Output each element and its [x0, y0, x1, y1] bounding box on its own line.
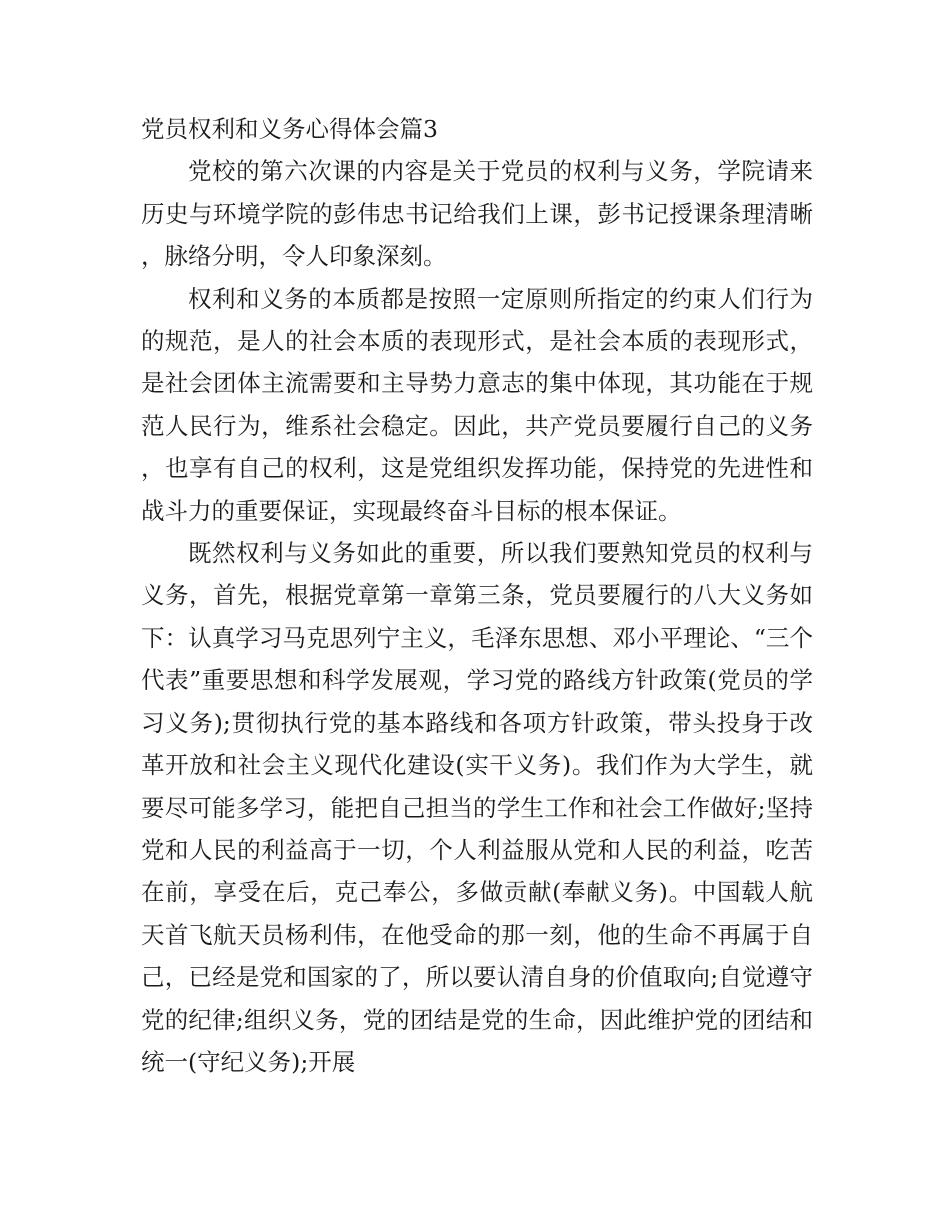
document-body — [141, 108, 813, 1083]
document-title: 党员权利和义务心得体会篇3 — [141, 115, 438, 143]
paragraph-3: 既然权利与义务如此的重要，所以我们要熟知党员的权利与义务，首先，根据党章第一章第三条，党员要履行的八大义务如下：认真学习马克思列宁主义，毛泽东思想、邓小平理论、“三个代表”重要思想和科学发展观，学习党的路线方针政策(党员的学习义务);贯彻执行党的基本路线和各项方针政策，带头投身于改革开放和社会主义现代化建设(实干义务)。我们作为大学生，就要尽可能多学习，能把自己担当的学生工作和社会工作做好;坚持党和人民的利益高于一切，个人利益服从党和人民的利益，吃苦在前，享受在后，克己奉公，多做贡献(奉献义务)。中国载人航天首飞航天员杨利伟，在他受命的那一刻，他的生命不再属于自己，已经是党和国家的了，所以要认清自身的价值取向;自觉遵守党的纪律;组织义务，党的团结是党的生命，因此维护党的团结和统一(守纪义务);开展 — [141, 539, 813, 1076]
paragraph-1: 党校的第六次课的内容是关于党员的权利与义务，学院请来历史与环境学院的彭伟忠书记给我们上课，彭书记授课条理清晰，脉络分明，令人印象深刻。 — [141, 157, 813, 271]
paragraph-2: 权利和义务的本质都是按照一定原则所指定的约束人们行为的规范，是人的社会本质的表现形式，是社会本质的表现形式，是社会团体主流需要和主导势力意志的集中体现，其功能在于规范人民行为，维系社会稳定。因此，共产党员要履行自己的义务，也享有自己的权利，这是党组织发挥功能，保持党的先进性和战斗力的重要保证，实现最终奋斗目标的根本保证。 — [141, 284, 813, 525]
